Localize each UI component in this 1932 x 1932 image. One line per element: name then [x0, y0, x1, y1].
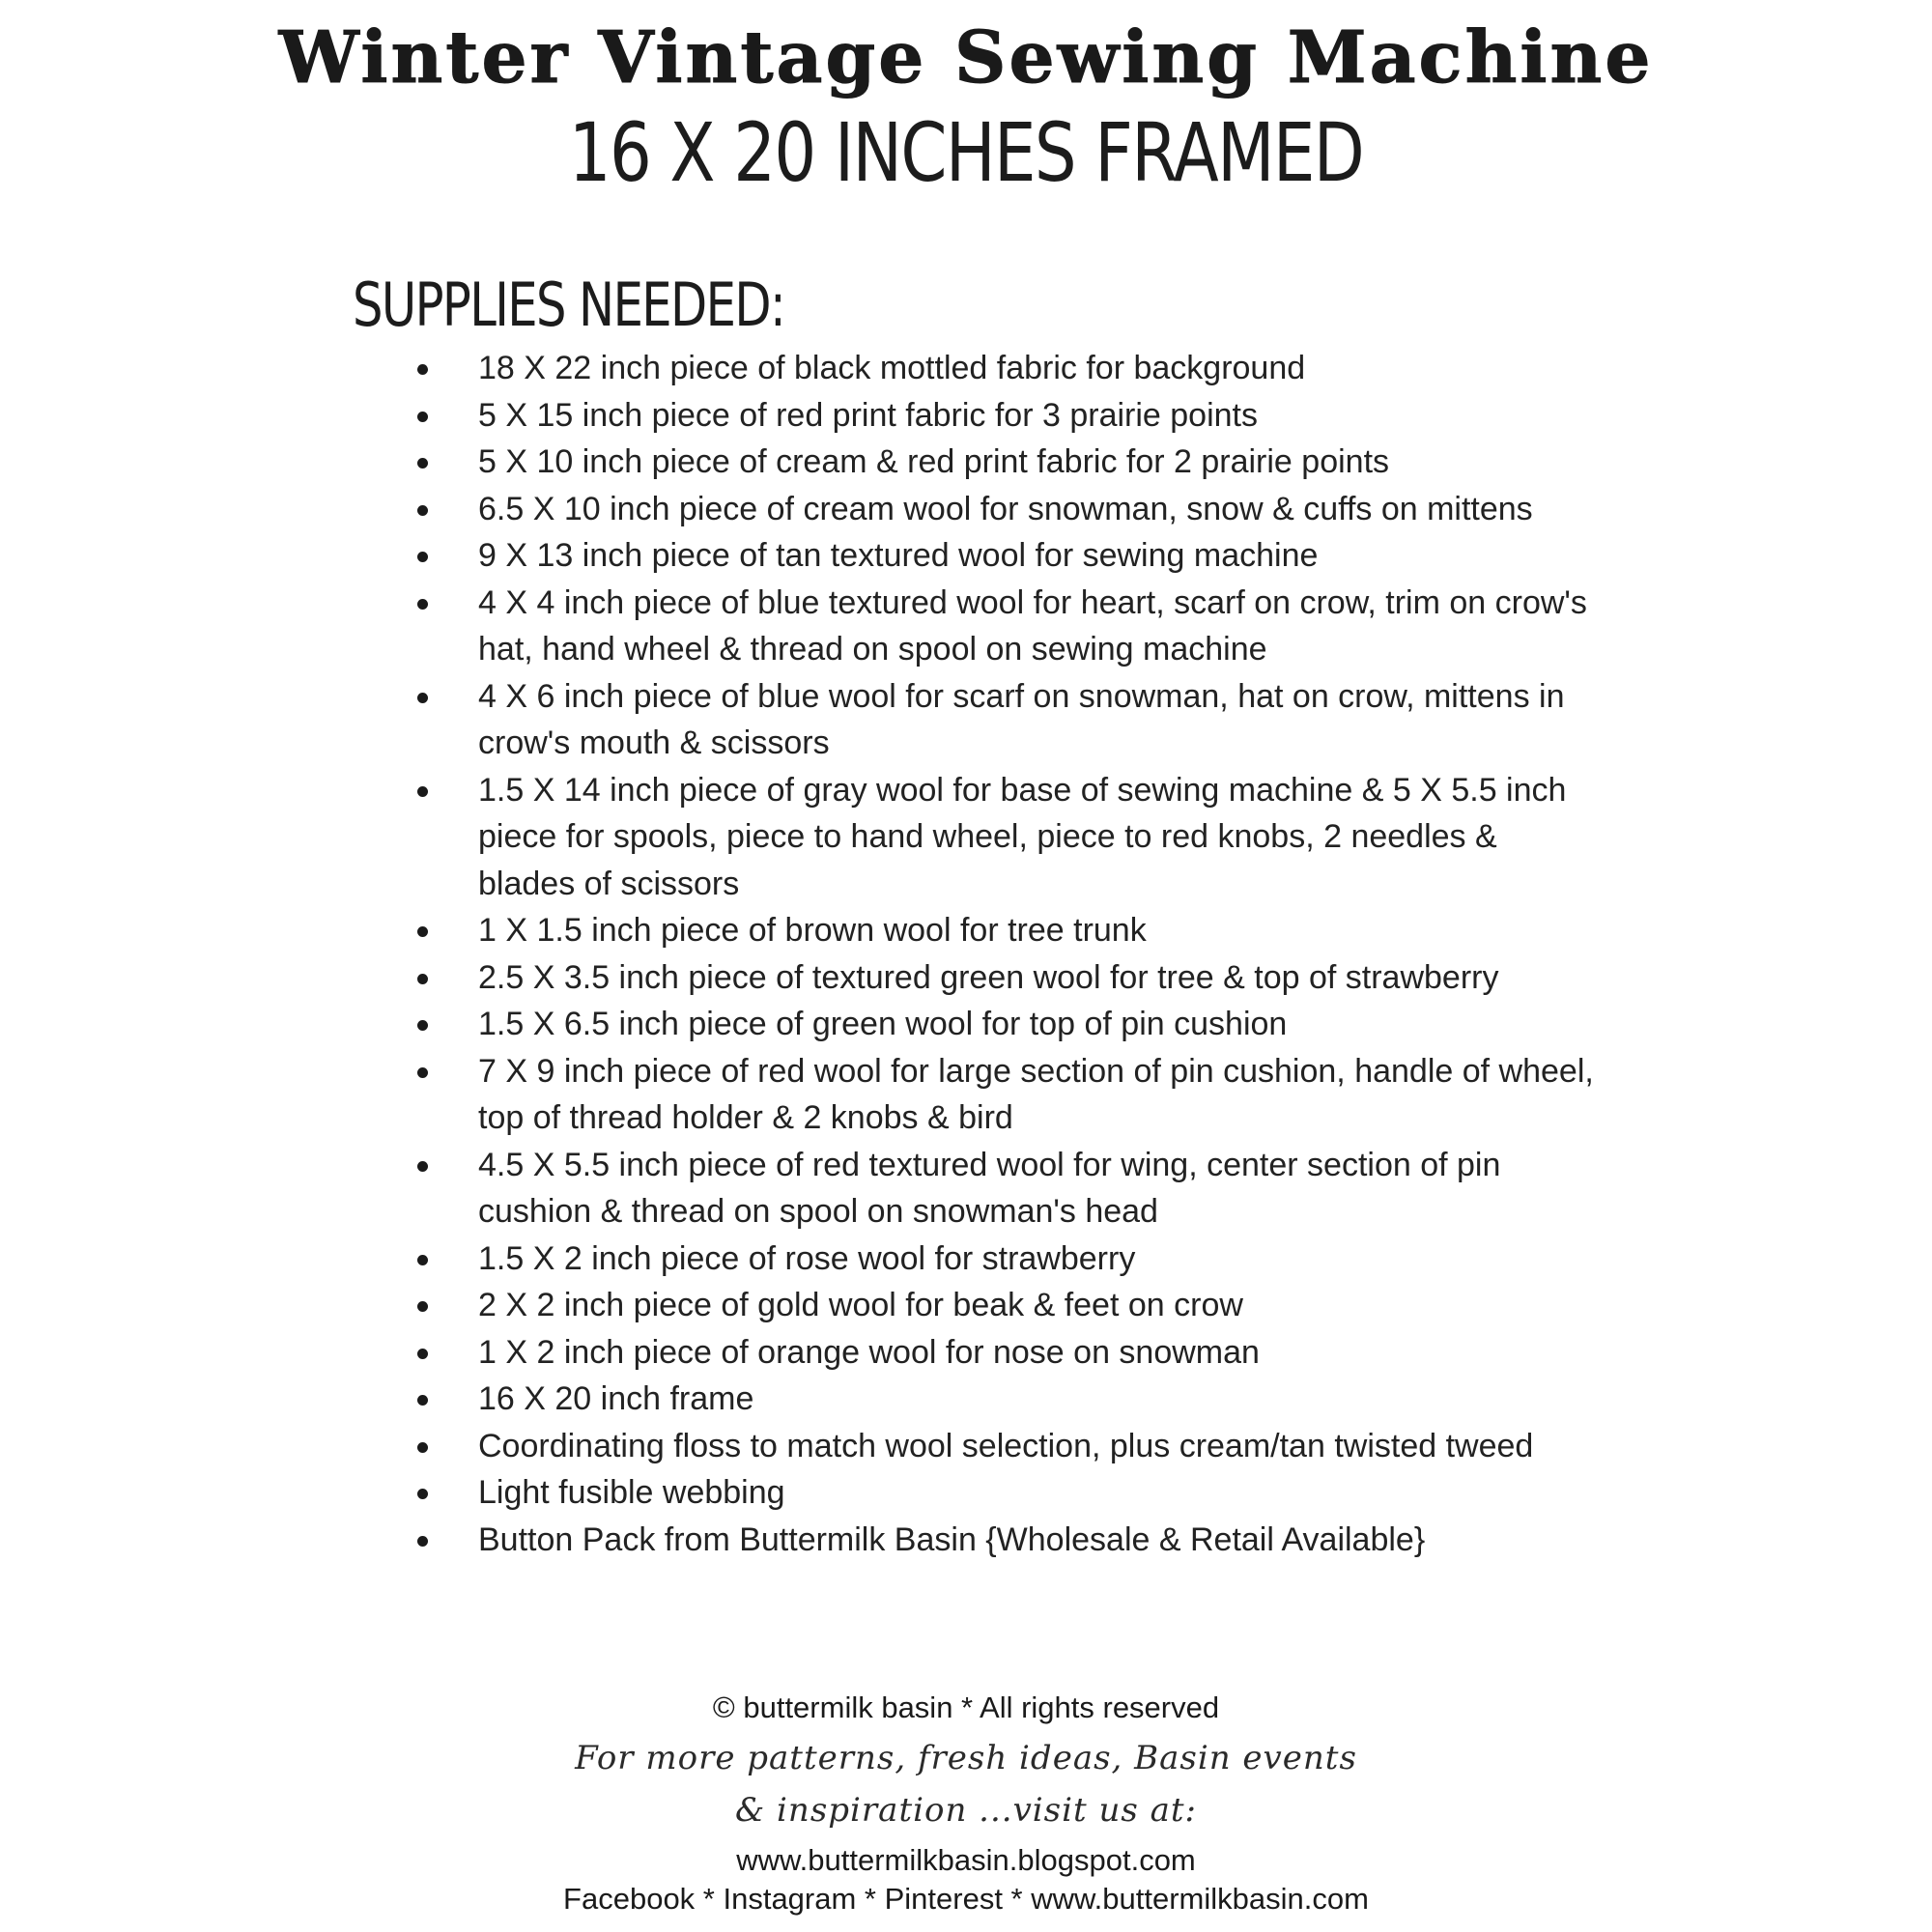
supply-item-text: 2.5 X 3.5 inch piece of textured green wool for tree & top of strawberry	[478, 958, 1499, 996]
supply-item	[415, 954, 1594, 1002]
supply-item-text: 1.5 X 2 inch piece of rose wool for strawberry	[478, 1239, 1136, 1277]
supply-item-text: 9 X 13 inch piece of tan textured wool for sewing machine	[478, 537, 1319, 574]
supply-item-text: 4 X 6 inch piece of blue wool for scarf on snowman, hat on crow, mittens in crow's mouth & scissors	[478, 677, 1565, 761]
supply-item	[415, 486, 1594, 533]
copyright-notice: © buttermilk basin * All rights reserved	[712, 1690, 1220, 1724]
supply-item-text: 2 X 2 inch piece of gold wool for beak & feet on crow	[478, 1287, 1243, 1323]
supply-item-text: 1.5 X 6.5 inch piece of green wool for top of pin cushion	[478, 1006, 1288, 1042]
bullet-icon	[417, 786, 428, 797]
supply-item-text: Button Pack from Buttermilk Basin {Wholesale & Retail Available}	[478, 1520, 1426, 1558]
supply-item	[415, 392, 1594, 440]
supply-item	[415, 673, 1594, 767]
bullet-icon	[417, 1349, 428, 1359]
supply-item-text: 1 X 1.5 inch piece of brown wool for tree trunk	[478, 912, 1147, 949]
supply-item	[415, 1282, 1594, 1329]
bullet-icon	[417, 505, 428, 516]
supply-item	[415, 580, 1594, 673]
supply-item	[415, 439, 1594, 486]
supply-item-text: Light fusible webbing	[478, 1474, 785, 1511]
bullet-icon	[417, 412, 428, 422]
supply-item	[415, 767, 1594, 908]
supply-item	[415, 907, 1594, 954]
supply-item	[415, 1001, 1594, 1048]
supply-item	[415, 1142, 1594, 1236]
bullet-icon	[417, 693, 428, 703]
supply-item-text: 5 X 15 inch piece of red print fabric for 3 prairie points	[478, 396, 1258, 434]
supply-item-text: Coordinating floss to match wool selection, plus cream/tan twisted tweed	[478, 1427, 1534, 1464]
bullet-icon	[417, 926, 428, 937]
bullet-icon	[417, 1536, 428, 1547]
bullet-icon	[417, 1395, 428, 1406]
bullet-icon	[417, 1020, 428, 1031]
bullet-icon	[417, 599, 428, 610]
supply-item-text: 7 X 9 inch piece of red wool for large section of pin cushion, handle of wheel, top of thread holder & 2 knobs & bird	[478, 1052, 1594, 1136]
supply-item	[415, 1236, 1594, 1283]
page-subtitle: 16 X 20 INCHES FRAMED	[568, 105, 1364, 200]
supply-item-text: 18 X 22 inch piece of black mottled fabric for background	[478, 350, 1306, 386]
supply-item-text: 1.5 X 14 inch piece of gray wool for base of sewing machine & 5 X 5.5 inch piece for spools, piece to hand wheel, piece to red knobs, 2 needles & blades of scissors	[478, 771, 1567, 902]
supply-item	[415, 1329, 1594, 1377]
supplies-heading: SUPPLIES NEEDED:	[353, 270, 785, 340]
supply-item	[415, 532, 1594, 580]
supply-item	[415, 1517, 1594, 1564]
bullet-icon	[417, 1442, 428, 1453]
supply-item	[415, 345, 1594, 392]
supply-item	[415, 1376, 1594, 1423]
bullet-icon	[417, 1489, 428, 1499]
bullet-icon	[417, 458, 428, 469]
footer-tagline-line-2: & inspiration ...visit us at:	[734, 1791, 1197, 1830]
bullet-icon	[417, 974, 428, 984]
supplies-list	[415, 345, 1594, 1563]
supply-item-text: 16 X 20 inch frame	[478, 1380, 754, 1417]
bullet-icon	[417, 1301, 428, 1312]
bullet-icon	[417, 1255, 428, 1265]
supply-item-text: 1 X 2 inch piece of orange wool for nose on snowman	[478, 1333, 1260, 1371]
blog-url: www.buttermilkbasin.blogspot.com	[736, 1843, 1196, 1877]
bullet-icon	[417, 1067, 428, 1078]
page-title: Winter Vintage Sewing Machine	[278, 16, 1654, 99]
supply-item-text: 4 X 4 inch piece of blue textured wool for heart, scarf on crow, trim on crow's hat, hand wheel & thread on spool on sewing machine	[478, 583, 1587, 668]
bullet-icon	[417, 552, 428, 562]
supply-item-text: 4.5 X 5.5 inch piece of red textured wool for wing, center section of pin cushion & thread on spool on snowman's head	[478, 1146, 1501, 1230]
bullet-icon	[417, 1161, 428, 1172]
supply-item-text: 6.5 X 10 inch piece of cream wool for snowman, snow & cuffs on mittens	[478, 490, 1533, 527]
bullet-icon	[417, 364, 428, 375]
footer-tagline-line-1: For more patterns, fresh ideas, Basin events	[575, 1739, 1357, 1777]
supply-item	[415, 1048, 1594, 1142]
social-links: Facebook * Instagram * Pinterest * www.buttermilkbasin.com	[563, 1882, 1369, 1916]
supply-item	[415, 1469, 1594, 1517]
supply-item	[415, 1423, 1594, 1470]
supply-item-text: 5 X 10 inch piece of cream & red print fabric for 2 prairie points	[478, 443, 1390, 480]
